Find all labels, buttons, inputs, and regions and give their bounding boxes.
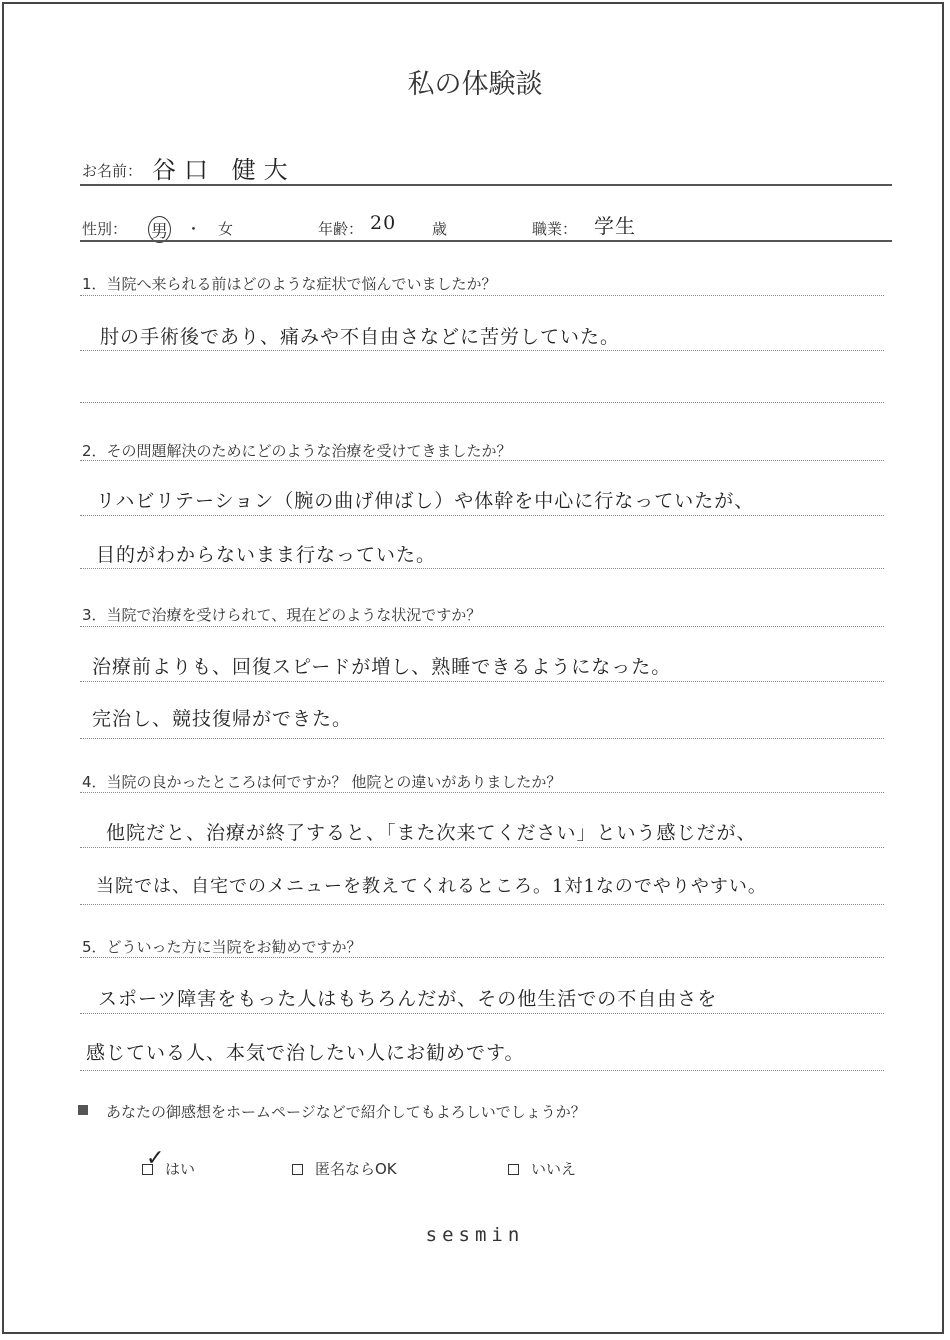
job-value: 学生 xyxy=(594,214,636,238)
rule-line xyxy=(80,1070,884,1071)
gender-female: 女 xyxy=(218,220,234,238)
age-value: 20 xyxy=(370,212,397,234)
rule-line xyxy=(80,957,884,958)
age-unit: 歳 xyxy=(432,220,448,238)
consent-option-yes-label: はい xyxy=(165,1160,196,1178)
question-2: 2．その問題解決のためにどのような治療を受けてきましたか？ xyxy=(82,442,512,460)
rule-line xyxy=(80,904,884,905)
consent-question: あなたの御感想をホームページなどで紹介してもよろしいでしょうか？ xyxy=(106,1103,586,1121)
name-underline xyxy=(80,184,892,186)
consent-option-anonymous[interactable] xyxy=(292,1158,397,1179)
answer-5-line-1: スポーツ障害をもった人はもちろんだが、その他生活での不自由さを xyxy=(98,988,718,1010)
rule-line xyxy=(80,350,884,351)
consent-option-anonymous-label: 匿名ならOK xyxy=(315,1160,397,1178)
rule-line xyxy=(80,460,884,461)
answer-1-line-1: 肘の手術後であり、痛みや不自由さなどに苦労していた。 xyxy=(100,326,621,348)
bullet-square xyxy=(78,1105,88,1115)
gender-label: 性別： xyxy=(82,220,128,238)
gender-male-circled: 男 xyxy=(148,216,171,243)
job-label: 職業： xyxy=(532,220,578,238)
answer-4-line-1: 他院だと、治療が終了すると、「また次来てください」という感じだが、 xyxy=(106,822,757,844)
checkbox-no[interactable] xyxy=(508,1164,519,1175)
rule-line xyxy=(80,295,884,296)
answer-5-line-2: 感じている人、本気で治したい人にお勧めです。 xyxy=(86,1042,525,1064)
question-3: 3．当院で治療を受けられて、現在どのような状況ですか？ xyxy=(82,606,482,624)
age-label: 年齢： xyxy=(318,220,364,238)
gender-separator: ・ xyxy=(186,220,202,238)
question-4: 4．当院の良かったところは何ですか？ 他院との違いがありましたか？ xyxy=(82,773,562,791)
consent-option-no-label: いいえ xyxy=(531,1160,577,1178)
page-title: 私の体験談 xyxy=(407,69,543,100)
consent-option-no[interactable] xyxy=(508,1158,576,1179)
rule-line xyxy=(80,792,884,793)
rule-line xyxy=(80,847,884,848)
rule-line xyxy=(80,515,884,516)
rule-line xyxy=(80,402,884,403)
answer-3-line-2: 完治し、競技復帰ができた。 xyxy=(92,708,353,730)
rule-line xyxy=(80,568,884,569)
rule-line xyxy=(80,1013,884,1014)
sesmin-logo: sesmin xyxy=(425,1224,525,1246)
question-1: 1．当院へ来られる前はどのような症状で悩んでいましたか？ xyxy=(82,275,497,293)
rule-line xyxy=(80,626,884,627)
checkmark-icon: ✓ xyxy=(146,1146,165,1171)
answer-2-line-1: リハビリテーション（腕の曲げ伸ばし）や体幹を中心に行なっていたが、 xyxy=(96,490,755,512)
checkbox-anonymous[interactable] xyxy=(292,1164,303,1175)
profile-underline xyxy=(80,240,892,242)
rule-line xyxy=(80,681,884,682)
answer-2-line-2: 目的がわからないまま行なっていた。 xyxy=(96,544,437,566)
question-5: 5．どういった方に当院をお勧めですか？ xyxy=(82,938,362,956)
name-value: 谷口 健大 xyxy=(152,156,296,184)
answer-3-line-1: 治療前よりも、回復スピードが増し、熟睡できるようになった。 xyxy=(92,656,672,678)
rule-line xyxy=(80,738,884,739)
name-label: お名前： xyxy=(82,162,143,180)
answer-4-line-2: 当院では、自宅でのメニューを教えてくれるところ。1対1なのでやりやすい。 xyxy=(96,876,767,897)
